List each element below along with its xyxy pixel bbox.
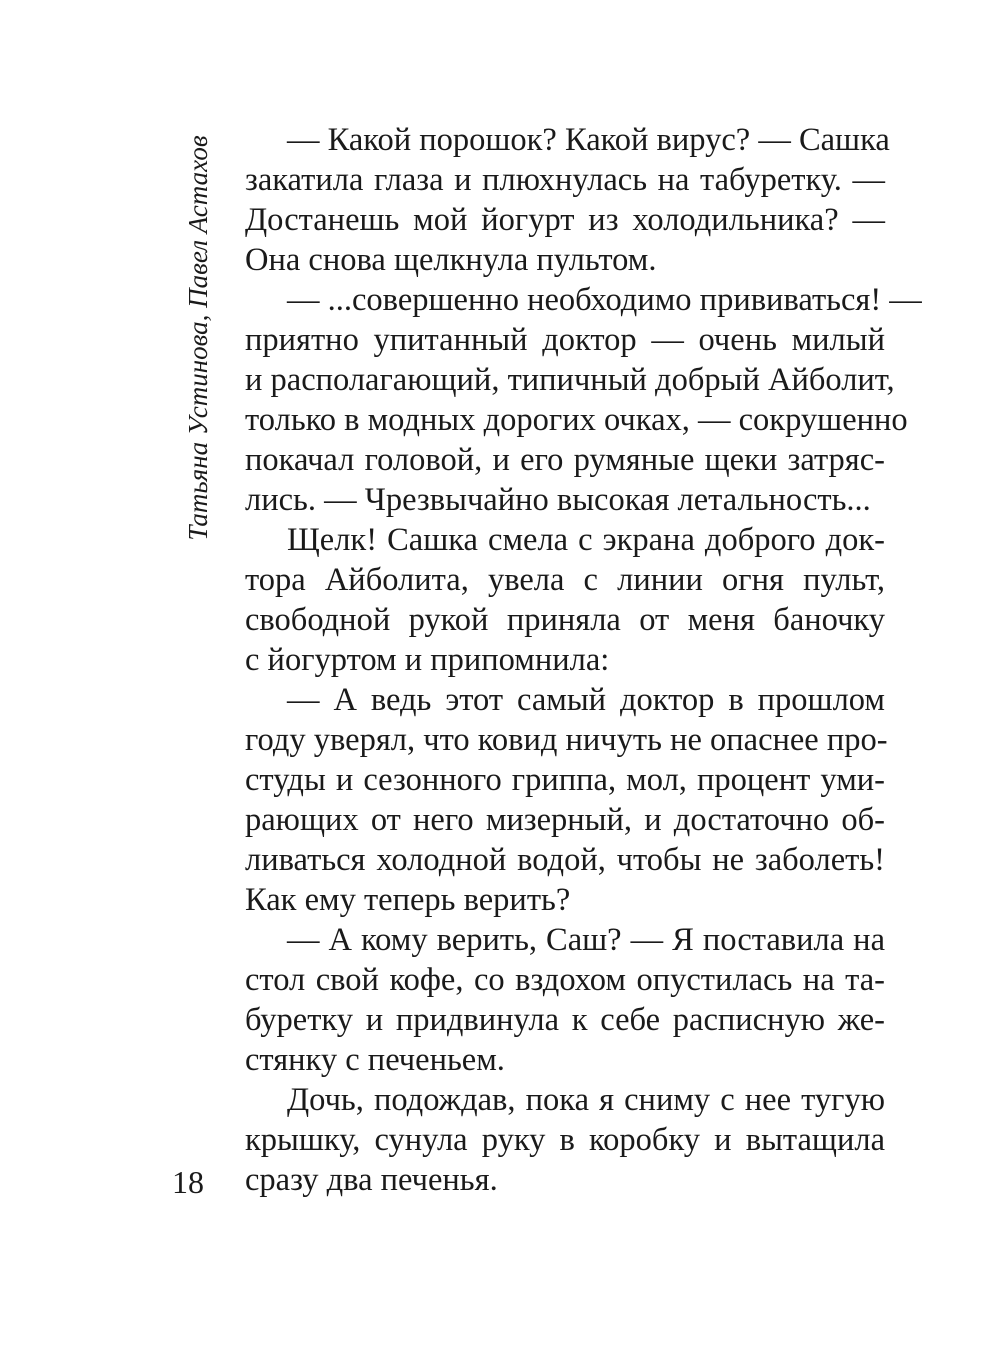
- text-line: буретку и придвинула к себе расписную же-: [245, 1002, 885, 1038]
- text-line: году уверял, что ковид ничуть не опаснее про-: [245, 722, 888, 758]
- text-line: — ...совершенно необходимо прививаться! —: [287, 282, 922, 318]
- paragraph: [245, 280, 922, 520]
- paragraph: [245, 1080, 885, 1200]
- text-line: студы и сезонного гриппа, мол, процент уми-: [245, 762, 885, 798]
- running-head: Татьяна Устинова, Павел Астахов: [183, 135, 213, 541]
- paragraph: [245, 520, 885, 680]
- text-line: крышку, сунула руку в коробку и вытащила: [245, 1122, 885, 1158]
- text-line: только в модных дорогих очках, — сокрушенно: [245, 402, 908, 438]
- book-text: [245, 120, 922, 1200]
- text-line: тора Айболита, увела с линии огня пульт,: [245, 562, 885, 598]
- paragraph: [245, 120, 890, 280]
- paragraph: [245, 680, 888, 920]
- text-line: лись. — Чрезвычайно высокая летальность...: [245, 482, 871, 518]
- text-line: свободной рукой приняла от меня баночку: [245, 602, 885, 638]
- text-line: покачал головой, и его румяные щеки затряс-: [245, 442, 885, 478]
- text-line: Щелк! Сашка смела с экрана доброго док-: [287, 522, 885, 558]
- text-line: — А ведь этот самый доктор в прошлом: [287, 682, 885, 718]
- text-line: рающих от него мизерный, и достаточно об-: [245, 802, 885, 838]
- text-line: — Какой порошок? Какой вирус? — Сашка: [287, 122, 890, 158]
- text-line: с йогуртом и припомнила:: [245, 642, 610, 678]
- text-line: стянку с печеньем.: [245, 1042, 505, 1078]
- text-line: Дочь, подождав, пока я сниму с нее тугую: [287, 1082, 885, 1118]
- text-line: Достанешь мой йогурт из холодильника? —: [245, 202, 885, 238]
- text-line: и располагающий, типичный добрый Айболит,: [245, 362, 895, 398]
- page-number: 18: [172, 1164, 204, 1200]
- text-line: стол свой кофе, со вздохом опустилась на та-: [245, 962, 885, 998]
- text-line: ливаться холодной водой, чтобы не заболеть!: [245, 842, 885, 878]
- text-line: Как ему теперь верить?: [245, 882, 571, 918]
- text-line: сразу два печенья.: [245, 1162, 498, 1198]
- text-line: Она снова щелкнула пультом.: [245, 242, 657, 278]
- text-line: закатила глаза и плюхнулась на табуретку. —: [245, 162, 885, 198]
- text-line: приятно упитанный доктор — очень милый: [245, 322, 885, 358]
- paragraph: [245, 920, 885, 1080]
- text-line: — А кому верить, Саш? — Я поставила на: [287, 922, 885, 958]
